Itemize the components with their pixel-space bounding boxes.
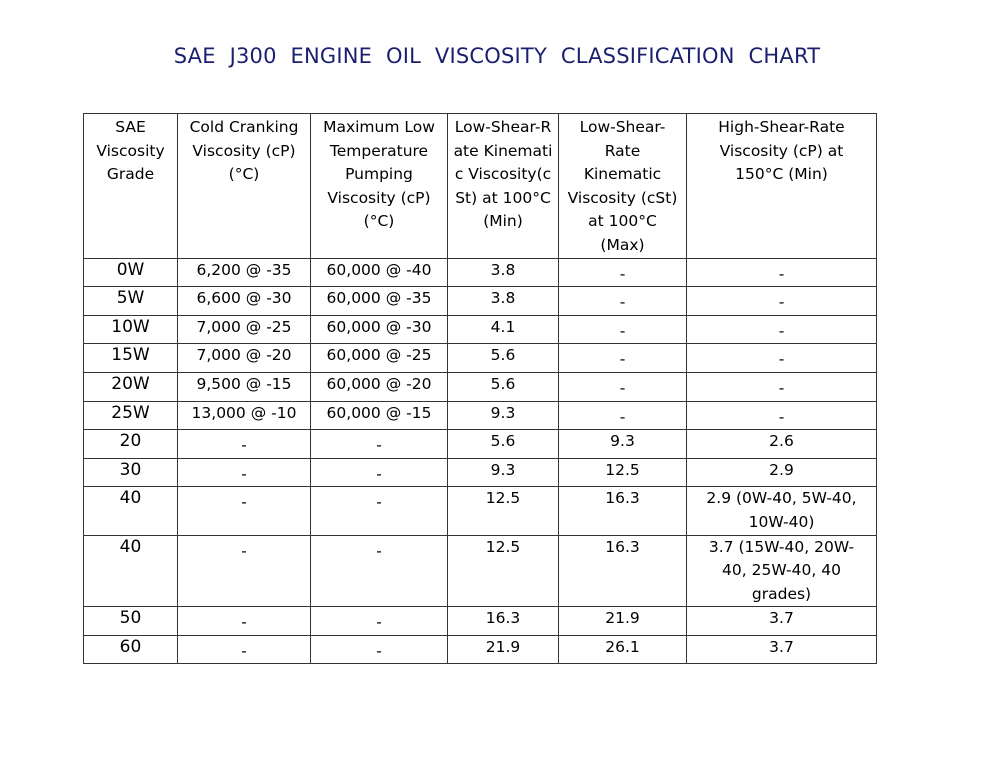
kinematic-max-cell: 9.3 — [559, 430, 687, 459]
table-row — [84, 430, 877, 459]
hths-cell: - — [687, 344, 877, 373]
cold-cranking-cell: - — [178, 430, 311, 459]
kinematic-max-cell: 16.3 — [559, 487, 687, 535]
sae-grade-cell: 40 — [84, 535, 178, 607]
kinematic-max-cell: - — [559, 401, 687, 430]
sae-grade-cell: 40 — [84, 487, 178, 535]
table-row — [84, 487, 877, 535]
kinematic-min-cell: 12.5 — [448, 487, 559, 535]
hths-cell: - — [687, 401, 877, 430]
sae-grade-cell: 15W — [84, 344, 178, 373]
kinematic-max-cell: - — [559, 258, 687, 287]
pumping-viscosity-cell: 60,000 @ -15 — [311, 401, 448, 430]
pumping-viscosity-cell: - — [311, 487, 448, 535]
header-pumping-viscosity: Maximum Low Temperature Pumping Viscosity (cP) (°C) — [311, 114, 448, 259]
chart-title: SAE J300 ENGINE OIL VISCOSITY CLASSIFICATION CHART — [173, 44, 821, 68]
table-row — [84, 287, 877, 316]
viscosity-table — [83, 113, 877, 664]
hths-cell: - — [687, 315, 877, 344]
sae-grade-cell: 30 — [84, 458, 178, 487]
cold-cranking-cell: 7,000 @ -20 — [178, 344, 311, 373]
header-kinematic-min: Low-Shear-Rate Kinematic Viscosity(cSt) at 100°C (Min) — [448, 114, 559, 259]
cold-cranking-cell: - — [178, 535, 311, 607]
header-row — [84, 114, 877, 259]
sae-grade-cell: 20W — [84, 372, 178, 401]
hths-cell: - — [687, 258, 877, 287]
hths-cell: 2.9 — [687, 458, 877, 487]
pumping-viscosity-cell: - — [311, 430, 448, 459]
header-sae-grade: SAE Viscosity Grade — [84, 114, 178, 259]
table-row — [84, 458, 877, 487]
pumping-viscosity-cell: - — [311, 607, 448, 636]
sae-grade-cell: 20 — [84, 430, 178, 459]
table-row — [84, 635, 877, 664]
hths-cell: - — [687, 372, 877, 401]
pumping-viscosity-cell: 60,000 @ -30 — [311, 315, 448, 344]
cold-cranking-cell: 13,000 @ -10 — [178, 401, 311, 430]
sae-grade-cell: 60 — [84, 635, 178, 664]
table-row — [84, 315, 877, 344]
pumping-viscosity-cell: 60,000 @ -20 — [311, 372, 448, 401]
kinematic-max-cell: - — [559, 372, 687, 401]
table-row — [84, 372, 877, 401]
kinematic-min-cell: 3.8 — [448, 287, 559, 316]
cold-cranking-cell: - — [178, 487, 311, 535]
kinematic-min-cell: 4.1 — [448, 315, 559, 344]
kinematic-min-cell: 9.3 — [448, 458, 559, 487]
sae-grade-cell: 10W — [84, 315, 178, 344]
table-row — [84, 258, 877, 287]
pumping-viscosity-cell: - — [311, 458, 448, 487]
kinematic-max-cell: - — [559, 287, 687, 316]
pumping-viscosity-cell: 60,000 @ -25 — [311, 344, 448, 373]
kinematic-min-cell: 16.3 — [448, 607, 559, 636]
hths-cell: - — [687, 287, 877, 316]
pumping-viscosity-cell: - — [311, 635, 448, 664]
header-hths: High-Shear-Rate Viscosity (cP) at 150°C (Min) — [687, 114, 877, 259]
cold-cranking-cell: 6,600 @ -30 — [178, 287, 311, 316]
hths-cell: 3.7 — [687, 607, 877, 636]
header-kinematic-max: Low-Shear-Rate Kinematic Viscosity (cSt) at 100°C (Max) — [559, 114, 687, 259]
kinematic-min-cell: 5.6 — [448, 344, 559, 373]
table-row — [84, 535, 877, 607]
kinematic-max-cell: 26.1 — [559, 635, 687, 664]
cold-cranking-cell: - — [178, 458, 311, 487]
kinematic-min-cell: 9.3 — [448, 401, 559, 430]
pumping-viscosity-cell: 60,000 @ -35 — [311, 287, 448, 316]
sae-grade-cell: 0W — [84, 258, 178, 287]
pumping-viscosity-cell: - — [311, 535, 448, 607]
kinematic-min-cell: 21.9 — [448, 635, 559, 664]
hths-cell: 3.7 (15W-40, 20W-40, 25W-40, 40 grades) — [687, 535, 877, 607]
sae-grade-cell: 50 — [84, 607, 178, 636]
table-row — [84, 607, 877, 636]
kinematic-max-cell: - — [559, 315, 687, 344]
kinematic-min-cell: 5.6 — [448, 372, 559, 401]
cold-cranking-cell: 7,000 @ -25 — [178, 315, 311, 344]
cold-cranking-cell: - — [178, 607, 311, 636]
kinematic-max-cell: 21.9 — [559, 607, 687, 636]
kinematic-min-cell: 12.5 — [448, 535, 559, 607]
cold-cranking-cell: 6,200 @ -35 — [178, 258, 311, 287]
kinematic-min-cell: 3.8 — [448, 258, 559, 287]
cold-cranking-cell: - — [178, 635, 311, 664]
hths-cell: 2.6 — [687, 430, 877, 459]
hths-cell: 3.7 — [687, 635, 877, 664]
hths-cell: 2.9 (0W-40, 5W-40, 10W-40) — [687, 487, 877, 535]
table-row — [84, 401, 877, 430]
sae-grade-cell: 5W — [84, 287, 178, 316]
kinematic-min-cell: 5.6 — [448, 430, 559, 459]
cold-cranking-cell: 9,500 @ -15 — [178, 372, 311, 401]
header-cold-cranking: Cold Cranking Viscosity (cP) (°C) — [178, 114, 311, 259]
table-row — [84, 344, 877, 373]
kinematic-max-cell: 12.5 — [559, 458, 687, 487]
sae-grade-cell: 25W — [84, 401, 178, 430]
kinematic-max-cell: - — [559, 344, 687, 373]
pumping-viscosity-cell: 60,000 @ -40 — [311, 258, 448, 287]
kinematic-max-cell: 16.3 — [559, 535, 687, 607]
